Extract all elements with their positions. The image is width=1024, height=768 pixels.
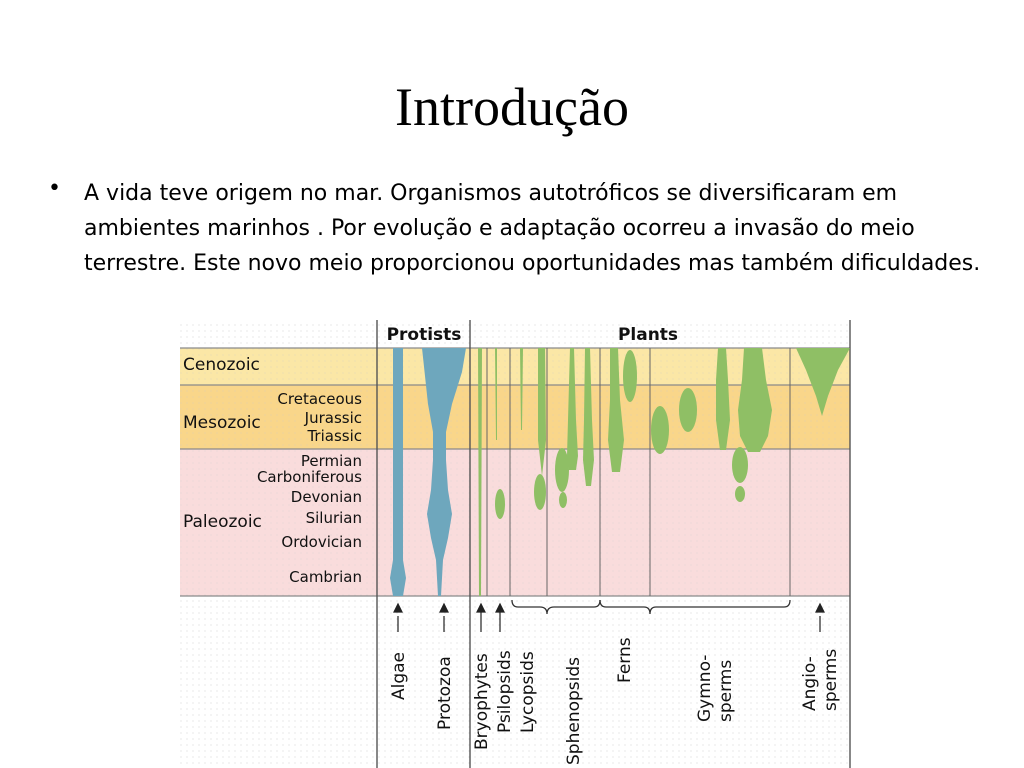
- sphenopsids-blob: [555, 448, 569, 492]
- era-mesozoic: Mesozoic: [183, 413, 261, 433]
- taxon-angiosperms-line2: sperms: [821, 648, 841, 711]
- period-jurassic: Jurassic: [304, 409, 362, 427]
- gymnosperms-blob-3: [732, 447, 748, 483]
- slide-title: Introdução: [395, 77, 629, 137]
- plants-header: Plants: [617, 325, 679, 345]
- period-devonian: Devonian: [290, 488, 362, 506]
- lycopsids-blob: [534, 474, 546, 510]
- period-carboniferous: Carboniferous: [256, 468, 362, 486]
- taxon-psilopsids: Psilopsids: [495, 650, 515, 733]
- ferns-blob: [623, 350, 637, 402]
- taxon-bryophytes: Bryophytes: [472, 653, 492, 750]
- period-silurian: Silurian: [305, 509, 362, 527]
- period-permian: Permian: [300, 452, 362, 470]
- gymnosperms-blob-2: [679, 388, 697, 432]
- gymnosperms-blob-4: [735, 486, 745, 502]
- psilopsids-blob: [495, 489, 505, 519]
- taxon-protozoa: Protozoa: [435, 656, 455, 730]
- period-ordovician: Ordovician: [281, 533, 362, 551]
- era-paleozoic: Paleozoic: [183, 512, 262, 532]
- bullet-dot: •: [48, 176, 61, 201]
- taxon-gymnosperms-line1: Gymno-: [695, 654, 715, 722]
- period-cambrian: Cambrian: [289, 568, 362, 586]
- sphenopsids-blob-2: [559, 492, 567, 508]
- taxon-lycopsids: Lycopsids: [518, 651, 538, 733]
- protists-header: Protists: [386, 325, 462, 345]
- taxon-angiosperms-line1: Angio-: [800, 656, 820, 711]
- taxon-algae: Algae: [389, 651, 409, 700]
- bullet-text: A vida teve origem no mar. Organismos autotróficos se diversificaram em ambientes marinhos . Por evolução e adaptação ocorreu a invasão do meio terrestre. Este novo meio proporcionou oportunidades mas também dificuldades.: [84, 181, 981, 276]
- era-cenozoic: Cenozoic: [183, 355, 260, 375]
- taxon-sphenopsids: Sphenopsids: [564, 656, 584, 765]
- period-cretaceous: Cretaceous: [277, 390, 362, 408]
- taxon-ferns: Ferns: [615, 637, 635, 683]
- period-triassic: Triassic: [307, 427, 362, 445]
- taxon-gymnosperms-line2: sperms: [716, 659, 736, 722]
- gymnosperms-blob: [651, 406, 669, 454]
